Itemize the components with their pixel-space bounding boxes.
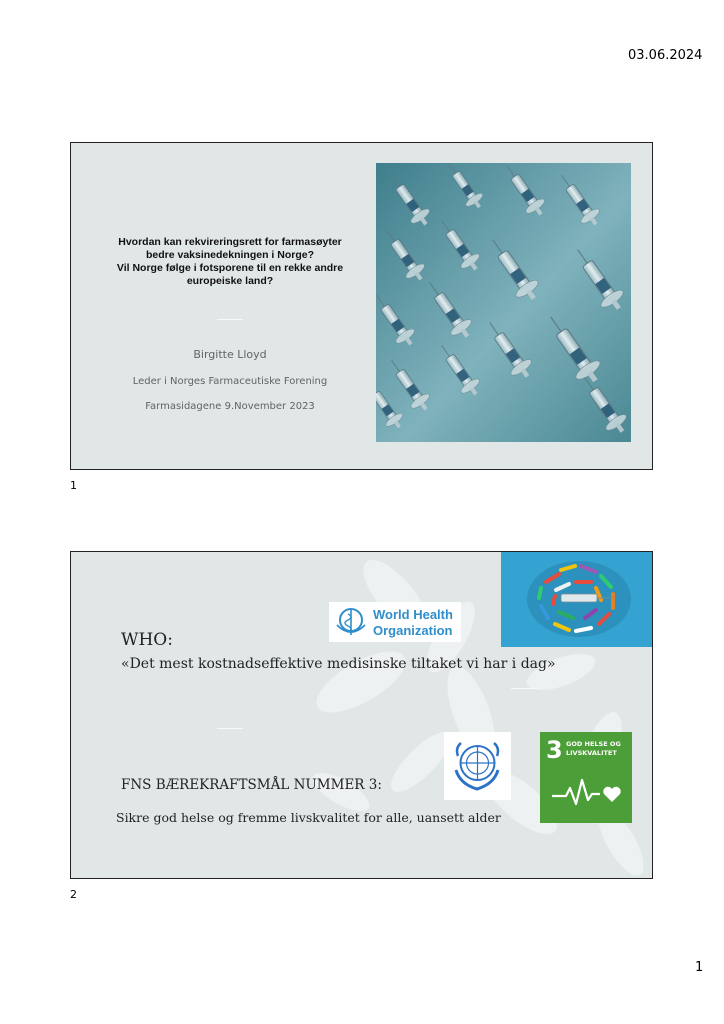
title-line: bedre vaksinedekningen i Norge? [145,249,315,261]
slide-2-divider [217,728,243,729]
sdg-label-line: LIVSKVALITET [566,749,617,757]
pills-photo [501,552,653,647]
sdg-3-tile [540,732,632,823]
who-quote: «Det mest kostnadseffektive medisinske tiltaket vi har i dag» [121,656,556,672]
who-heading: WHO: [121,630,173,650]
slide-1-number: 1 [70,479,77,492]
title-line: Vil Norge følge i fotsporene til en rekke andre [116,262,344,274]
who-logo-text-world-health: World Health [373,607,453,622]
presenter-name: Birgitte Lloyd [193,348,267,361]
syringe-photo [376,163,631,442]
un-emblem-icon [444,732,511,800]
who-emblem-icon [333,605,369,639]
un-logo [444,732,511,800]
presenter-role: Leder i Norges Farmaceutiske Forening [132,376,328,387]
sdg-label-line: GOD HELSE OG [566,740,621,748]
title-divider [217,319,243,320]
event-name: Farmasidagene 9.November 2023 [145,401,315,412]
slide-1-title [101,236,359,288]
title-line: europeiske land? [186,275,274,287]
heartbeat-heart-icon [550,776,624,810]
slide-2 [70,551,653,879]
sdg-heading: FNS BÆREKRAFTSMÅL NUMMER 3: [121,777,382,793]
sdg-number: 3 [546,736,563,764]
slide-1 [70,142,653,470]
who-logo-text-organization: Organization [373,623,453,638]
title-line: Hvordan kan rekvireringsrett for farmasøyter [118,236,342,248]
document-date: 03.06.2024 [628,48,703,63]
slide-2-number: 2 [70,888,77,901]
sdg-text: Sikre god helse og fremme livskvalitet for alle, uansett alder [116,810,501,825]
slide-2-right-divider [511,688,539,689]
page-number: 1 [695,960,704,975]
who-logo [329,602,461,642]
